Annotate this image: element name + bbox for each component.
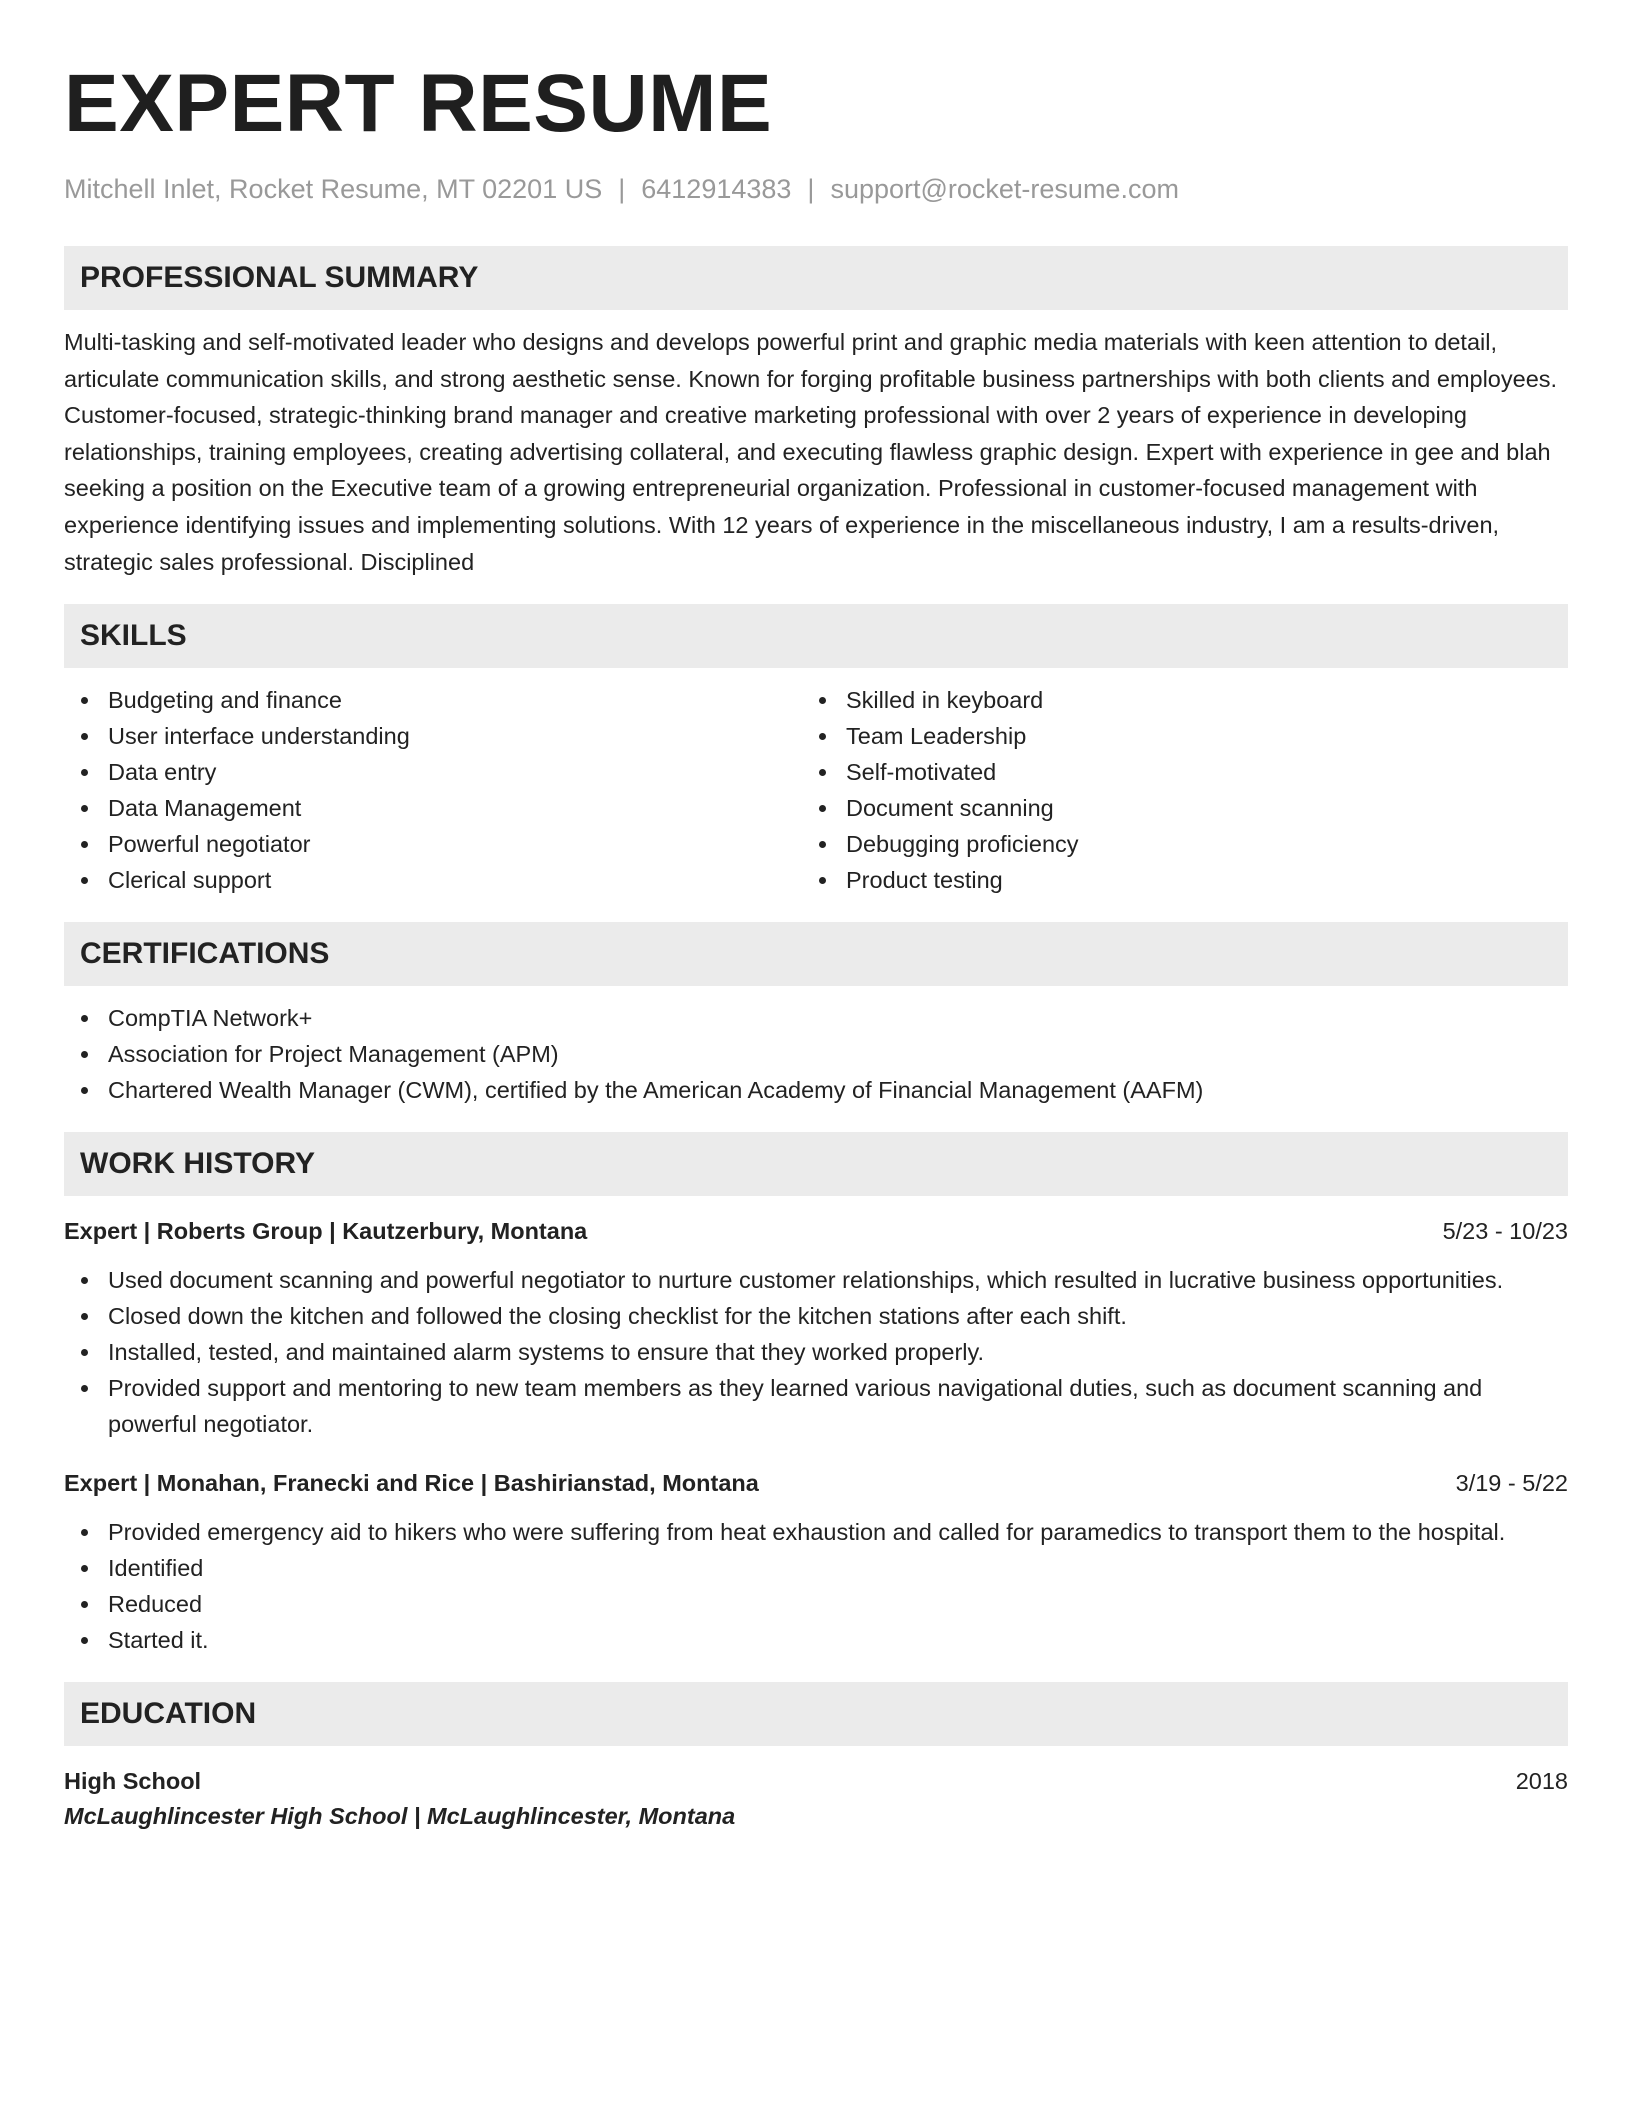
certification-item: Association for Project Management (APM) [64, 1036, 1568, 1072]
certification-item: CompTIA Network+ [64, 1000, 1568, 1036]
education-year: 2018 [1515, 1768, 1568, 1795]
job-title: Expert | Roberts Group | Kautzerbury, Montana [64, 1218, 588, 1245]
contact-email: support@rocket-resume.com [830, 174, 1179, 204]
skills-heading: SKILLS [64, 604, 1568, 668]
skill-item: Skilled in keyboard [802, 682, 1540, 718]
skill-item: Data Management [64, 790, 802, 826]
certification-item: Chartered Wealth Manager (CWM), certified by the American Academy of Financial Management (AAFM) [64, 1072, 1568, 1108]
work-history-heading: WORK HISTORY [64, 1132, 1568, 1196]
skill-item: Powerful negotiator [64, 826, 802, 862]
contact-separator: | [807, 174, 815, 204]
contact-line [64, 172, 1568, 206]
job-dates: 5/23 - 10/23 [1442, 1218, 1568, 1245]
education-school: McLaughlincester High School | McLaughlincester, Montana [64, 1803, 736, 1830]
job-header [64, 1466, 1568, 1500]
education-heading: EDUCATION [64, 1682, 1568, 1746]
summary-text: Multi-tasking and self-motivated leader who designs and develops powerful print and graphic media materials with keen attention to detail, articulate communication skills, and strong aesthetic sense. Known for forging profitable business partnerships with both clients and employees. Customer-focused, strategic-thinking brand manager and creative marketing professional with over 2 years of experience in developing relationships, training employees, creating advertising collateral, and executing flawless graphic design. Expert with experience in gee and blah seeking a position on the Executive team of a growing entrepreneurial organization. Professional in customer-focused management with experience identifying issues and implementing solutions. With 12 years of experience in the miscellaneous industry, I am a results-driven, strategic sales professional. Disciplined [64, 329, 1558, 575]
skill-item: Budgeting and finance [64, 682, 802, 718]
contact-phone: 6412914383 [641, 174, 792, 204]
job-entry [64, 1214, 1568, 1442]
job-bullet: Provided emergency aid to hikers who were suffering from heat exhaustion and called for paramedics to transport them to the hospital. [64, 1514, 1568, 1550]
skill-item: User interface understanding [64, 718, 802, 754]
skill-item: Data entry [64, 754, 802, 790]
job-header [64, 1214, 1568, 1248]
job-bullets [64, 1262, 1568, 1442]
certifications-list [64, 1000, 1568, 1108]
job-bullet: Reduced [64, 1586, 1568, 1622]
skills-column-right [802, 682, 1540, 898]
job-bullet: Installed, tested, and maintained alarm systems to ensure that they worked properly. [64, 1334, 1568, 1370]
skills-column-left [64, 682, 802, 898]
job-bullet: Provided support and mentoring to new team members as they learned various navigational duties, such as document scanning and powerful negotiator. [64, 1370, 1568, 1442]
skill-item: Document scanning [802, 790, 1540, 826]
job-title: Expert | Monahan, Franecki and Rice | Bashirianstad, Montana [64, 1470, 759, 1497]
skill-item: Product testing [802, 862, 1540, 898]
skill-item: Debugging proficiency [802, 826, 1540, 862]
contact-address: Mitchell Inlet, Rocket Resume, MT 02201 US [64, 174, 603, 204]
resume-name: EXPERT RESUME [64, 58, 773, 149]
job-dates: 3/19 - 5/22 [1455, 1470, 1568, 1497]
job-bullet: Identified [64, 1550, 1568, 1586]
summary-heading: PROFESSIONAL SUMMARY [64, 246, 1568, 310]
education-header [64, 1764, 1568, 1798]
job-bullet: Used document scanning and powerful negotiator to nurture customer relationships, which resulted in lucrative business opportunities. [64, 1262, 1568, 1298]
skill-item: Clerical support [64, 862, 802, 898]
job-entry [64, 1466, 1568, 1658]
certifications-heading: CERTIFICATIONS [64, 922, 1568, 986]
skills-list [64, 682, 1568, 898]
skill-item: Self-motivated [802, 754, 1540, 790]
contact-separator: | [618, 174, 626, 204]
job-bullet: Closed down the kitchen and followed the closing checklist for the kitchen stations after each shift. [64, 1298, 1568, 1334]
job-bullets [64, 1514, 1568, 1658]
education-entry [64, 1764, 1568, 1834]
skill-item: Team Leadership [802, 718, 1540, 754]
education-degree: High School [64, 1768, 202, 1795]
job-bullet: Started it. [64, 1622, 1568, 1658]
